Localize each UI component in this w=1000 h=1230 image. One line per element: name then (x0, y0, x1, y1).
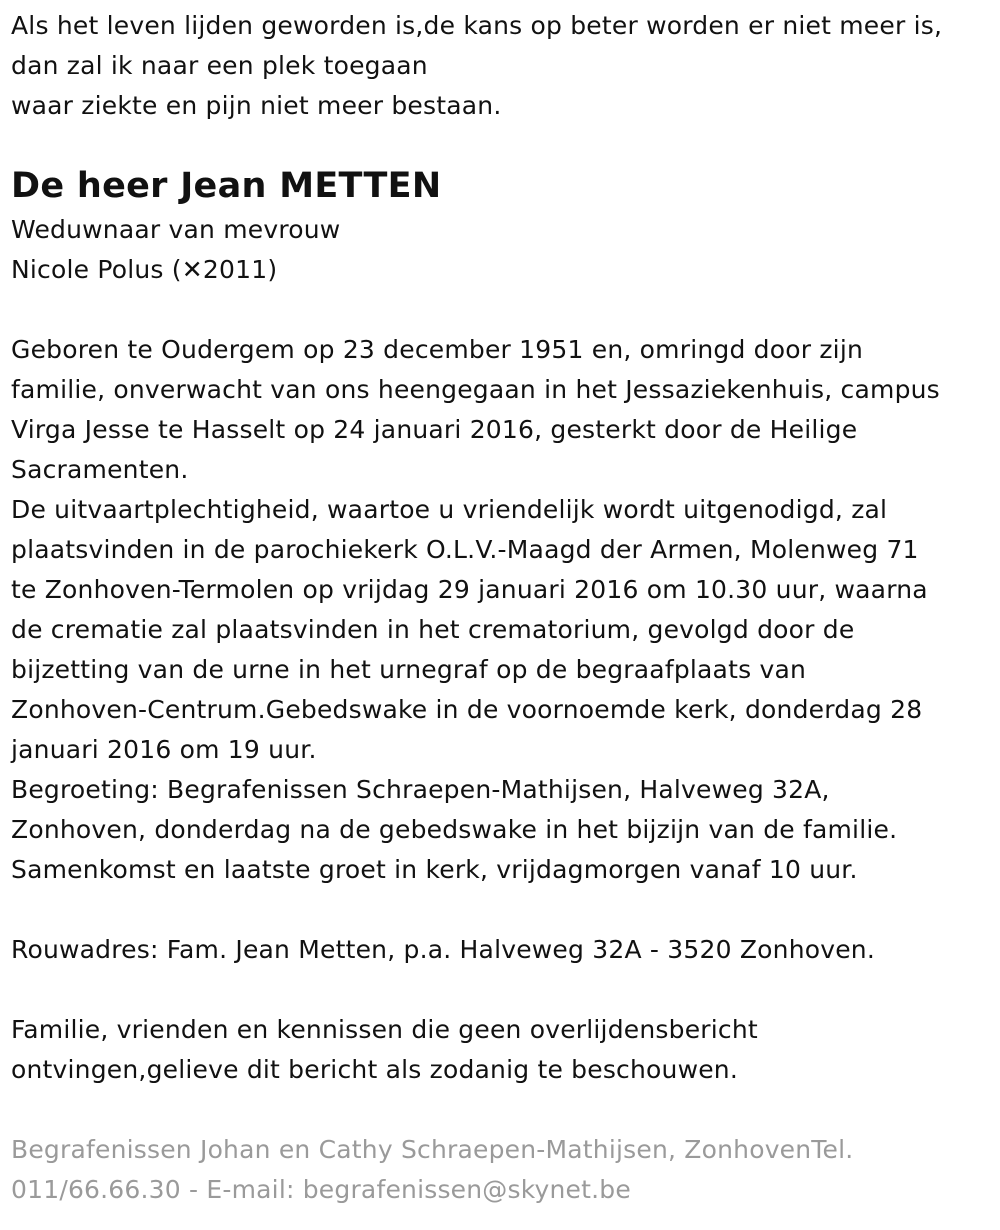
funeral-home-footer (11, 1130, 991, 1210)
announcement-line: Virga Jesse te Hasselt op 24 januari 2016, gesterkt door de Heilige (11, 415, 858, 444)
spouse-info (11, 210, 991, 290)
poem-line: dan zal ik naar een plek toegaan (11, 51, 428, 80)
announcement-line: Zonhoven-Centrum.Gebedswake in de voornoemde kerk, donderdag 28 (11, 695, 923, 724)
announcement-line: te Zonhoven-Termolen op vrijdag 29 januari 2016 om 10.30 uur, waarna (11, 575, 928, 604)
announcement-line: Begroeting: Begrafenissen Schraepen-Mathijsen, Halveweg 32A, (11, 775, 830, 804)
poem-line: Als het leven lijden geworden is,de kans op beter worden er niet meer is, (11, 11, 943, 40)
announcement-line: familie, onverwacht van ons heengegaan in het Jessaziekenhuis, campus (11, 375, 940, 404)
announcement-line: Zonhoven, donderdag na de gebedswake in het bijzijn van de familie. (11, 815, 898, 844)
announcement-line: januari 2016 om 19 uur. (11, 735, 317, 764)
poem (11, 6, 991, 126)
mourning-address: Rouwadres: Fam. Jean Metten, p.a. Halveweg 32A - 3520 Zonhoven. (11, 935, 876, 964)
spouse-line: Weduwnaar van mevrouw (11, 215, 341, 244)
notice-line: ontvingen,gelieve dit bericht als zodanig te beschouwen. (11, 1055, 738, 1084)
poem-line: waar ziekte en pijn niet meer bestaan. (11, 91, 502, 120)
announcement-line: de crematie zal plaatsvinden in het crematorium, gevolgd door de (11, 615, 855, 644)
announcement-line: Samenkomst en laatste groet in kerk, vrijdagmorgen vanaf 10 uur. (11, 855, 858, 884)
announcement-line: Geboren te Oudergem op 23 december 1951 en, omringd door zijn (11, 335, 864, 364)
spouse-line: Nicole Polus (✕2011) (11, 255, 278, 284)
footer-contact-line: 011/66.66.30 - E-mail: begrafenissen@skynet.be (11, 1175, 631, 1204)
obituary-page (11, 0, 991, 1210)
announcement-line: Sacramenten. (11, 455, 189, 484)
footer-line: Begrafenissen Johan en Cathy Schraepen-Mathijsen, ZonhovenTel. (11, 1135, 854, 1164)
deceased-name: De heer Jean METTEN (11, 166, 442, 206)
announcement-text (11, 330, 991, 890)
announcement-line: plaatsvinden in de parochiekerk O.L.V.-Maagd der Armen, Molenweg 71 (11, 535, 919, 564)
notice-text (11, 1010, 991, 1090)
announcement-line: De uitvaartplechtigheid, waartoe u vriendelijk wordt uitgenodigd, zal (11, 495, 888, 524)
notice-line: Familie, vrienden en kennissen die geen overlijdensbericht (11, 1015, 758, 1044)
announcement-line: bijzetting van de urne in het urnegraf op de begraafplaats van (11, 655, 807, 684)
